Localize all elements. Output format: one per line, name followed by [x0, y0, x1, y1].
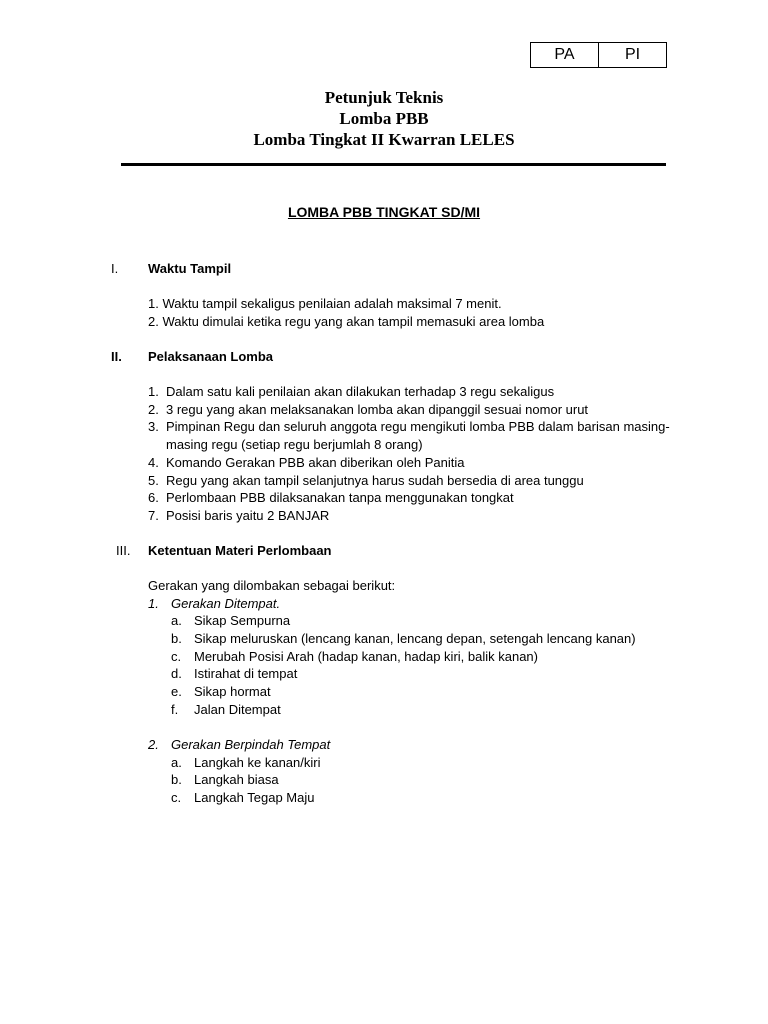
section-1-item: 2. Waktu dimulai ketika regu yang akan tampil memasuki area lomba: [148, 314, 545, 329]
list-item: Regu yang akan tampil selanjutnya harus sudah bersedia di area tunggu: [166, 473, 584, 488]
title-divider: [121, 163, 666, 166]
section-3-title: Ketentuan Materi Perlombaan: [148, 543, 332, 558]
list-item: Posisi baris yaitu 2 BANJAR: [166, 508, 330, 523]
pi-cell: PI: [598, 43, 666, 67]
sub-letter: b.: [171, 631, 182, 646]
sub-item: Sikap hormat: [194, 684, 271, 699]
sub-letter: f.: [171, 702, 179, 717]
title-line-3: Lomba Tingkat II Kwarran LELES: [253, 130, 515, 149]
section-1-title: Waktu Tampil: [148, 261, 232, 276]
sub-item: Jalan Ditempat: [194, 702, 281, 717]
sub-item: Langkah ke kanan/kiri: [194, 755, 321, 770]
group-number: 1.: [148, 596, 159, 611]
section-3-number: III.: [116, 543, 131, 558]
title-line-1: Petunjuk Teknis: [324, 88, 444, 107]
list-item: 3 regu yang akan melaksanakan lomba akan dipanggil sesuai nomor urut: [166, 402, 589, 417]
section-3-intro: Gerakan yang dilombakan sebagai berikut:: [148, 578, 396, 593]
list-number: 4.: [148, 455, 159, 470]
sub-item: Sikap Sempurna: [194, 613, 291, 628]
sub-letter: a.: [171, 613, 182, 628]
section-1-item: 1. Waktu tampil sekaligus penilaian adalah maksimal 7 menit.: [148, 296, 502, 311]
sub-letter: e.: [171, 684, 182, 699]
sub-letter: a.: [171, 755, 182, 770]
pa-pi-box: [530, 42, 667, 68]
sub-item: Langkah Tegap Maju: [194, 790, 315, 805]
sub-letter: c.: [171, 790, 182, 805]
sub-item: Langkah biasa: [194, 772, 279, 787]
list-item: Komando Gerakan PBB akan diberikan oleh Panitia: [166, 455, 465, 470]
sub-letter: c.: [171, 649, 182, 664]
sub-item: Istirahat di tempat: [194, 666, 298, 681]
section-2-number: II.: [111, 349, 122, 364]
sub-item: Merubah Posisi Arah (hadap kanan, hadap kiri, balik kanan): [194, 649, 538, 664]
pa-cell: PA: [554, 46, 575, 63]
sub-item: Sikap meluruskan (lencang kanan, lencang depan, setengah lencang kanan): [194, 631, 636, 646]
list-number: 6.: [148, 490, 159, 505]
group-title: Gerakan Berpindah Tempat: [171, 737, 331, 752]
list-item-continuation: masing regu (setiap regu berjumlah 8 orang): [166, 437, 423, 452]
group-number: 2.: [148, 737, 159, 752]
list-number: 1.: [148, 384, 159, 399]
list-number: 7.: [148, 508, 159, 523]
list-number: 3.: [148, 419, 159, 434]
sub-letter: b.: [171, 772, 182, 787]
list-item: Pimpinan Regu dan seluruh anggota regu mengikuti lomba PBB dalam barisan masing-: [166, 419, 670, 434]
section-1-number: I.: [111, 261, 119, 276]
list-number: 5.: [148, 473, 159, 488]
section-2-title: Pelaksanaan Lomba: [148, 349, 273, 364]
list-number: 2.: [148, 402, 159, 417]
list-item: Perlombaan PBB dilaksanakan tanpa menggunakan tongkat: [166, 490, 514, 505]
document-heading: LOMBA PBB TINGKAT SD/MI: [287, 204, 481, 220]
title-line-2: Lomba PBB: [339, 109, 429, 128]
list-item: Dalam satu kali penilaian akan dilakukan terhadap 3 regu sekaligus: [166, 384, 555, 399]
sub-letter: d.: [171, 666, 182, 681]
group-title: Gerakan Ditempat.: [171, 596, 281, 611]
